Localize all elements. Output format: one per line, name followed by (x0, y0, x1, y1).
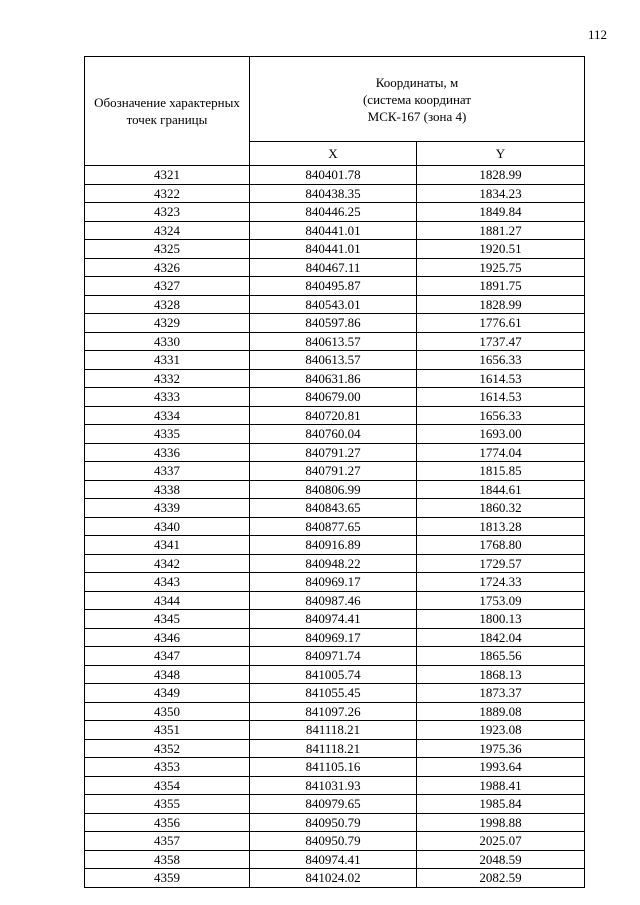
cell-point: 4332 (85, 369, 250, 388)
table-row (85, 221, 585, 240)
cell-point: 4330 (85, 332, 250, 351)
table-row (85, 647, 585, 666)
cell-x: 840791.27 (250, 462, 417, 481)
cell-point: 4347 (85, 647, 250, 666)
table-row (85, 406, 585, 425)
cell-point: 4328 (85, 295, 250, 314)
cell-y: 1614.53 (417, 388, 585, 407)
cell-x: 840969.17 (250, 628, 417, 647)
table-row (85, 499, 585, 518)
cell-y: 1813.28 (417, 517, 585, 536)
cell-x: 840613.57 (250, 332, 417, 351)
cell-point: 4356 (85, 813, 250, 832)
cell-x: 840950.79 (250, 813, 417, 832)
cell-x: 840631.86 (250, 369, 417, 388)
cell-point: 4353 (85, 758, 250, 777)
cell-y: 1774.04 (417, 443, 585, 462)
cell-y: 1873.37 (417, 684, 585, 703)
cell-y: 1868.13 (417, 665, 585, 684)
table-row (85, 369, 585, 388)
cell-y: 1753.09 (417, 591, 585, 610)
cell-x: 840916.89 (250, 536, 417, 555)
table-row (85, 443, 585, 462)
table-row (85, 388, 585, 407)
cell-y: 2048.59 (417, 850, 585, 869)
cell-point: 4346 (85, 628, 250, 647)
cell-point: 4337 (85, 462, 250, 481)
cell-x: 840543.01 (250, 295, 417, 314)
cell-y: 1834.23 (417, 184, 585, 203)
cell-point: 4341 (85, 536, 250, 555)
cell-x: 840760.04 (250, 425, 417, 444)
table-row (85, 277, 585, 296)
header-coordinates-line3: МСК-167 (зона 4) (367, 108, 467, 124)
cell-x: 841118.21 (250, 721, 417, 740)
table-row (85, 758, 585, 777)
table-row (85, 314, 585, 333)
cell-x: 840974.41 (250, 610, 417, 629)
table-row (85, 332, 585, 351)
cell-y: 1724.33 (417, 573, 585, 592)
cell-point: 4329 (85, 314, 250, 333)
table-row (85, 869, 585, 888)
cell-x: 840613.57 (250, 351, 417, 370)
cell-point: 4357 (85, 832, 250, 851)
cell-point: 4342 (85, 554, 250, 573)
cell-x: 840401.78 (250, 166, 417, 185)
cell-x: 841105.16 (250, 758, 417, 777)
table-body (85, 166, 585, 888)
cell-point: 4344 (85, 591, 250, 610)
cell-point: 4345 (85, 610, 250, 629)
cell-x: 840438.35 (250, 184, 417, 203)
cell-y: 1656.33 (417, 406, 585, 425)
table-row (85, 665, 585, 684)
cell-x: 840441.01 (250, 240, 417, 259)
cell-x: 840495.87 (250, 277, 417, 296)
table-row (85, 517, 585, 536)
cell-point: 4322 (85, 184, 250, 203)
table-row (85, 240, 585, 259)
cell-point: 4354 (85, 776, 250, 795)
cell-y: 1881.27 (417, 221, 585, 240)
cell-y: 1920.51 (417, 240, 585, 259)
cell-point: 4335 (85, 425, 250, 444)
cell-point: 4325 (85, 240, 250, 259)
cell-x: 841005.74 (250, 665, 417, 684)
cell-point: 4326 (85, 258, 250, 277)
cell-x: 840597.86 (250, 314, 417, 333)
cell-y: 1776.61 (417, 314, 585, 333)
cell-x: 841031.93 (250, 776, 417, 795)
cell-point: 4343 (85, 573, 250, 592)
cell-y: 1998.88 (417, 813, 585, 832)
table-row (85, 832, 585, 851)
cell-y: 1849.84 (417, 203, 585, 222)
table-row (85, 610, 585, 629)
cell-point: 4323 (85, 203, 250, 222)
cell-point: 4340 (85, 517, 250, 536)
cell-point: 4359 (85, 869, 250, 888)
cell-y: 1844.61 (417, 480, 585, 499)
cell-y: 1614.53 (417, 369, 585, 388)
cell-y: 1828.99 (417, 295, 585, 314)
table-row (85, 351, 585, 370)
cell-x: 840806.99 (250, 480, 417, 499)
cell-x: 841118.21 (250, 739, 417, 758)
page-number: 112 (588, 27, 608, 42)
table-row (85, 573, 585, 592)
cell-x: 840974.41 (250, 850, 417, 869)
header-coordinates-line1: Координаты, м (375, 74, 459, 90)
cell-point: 4327 (85, 277, 250, 296)
table-row (85, 203, 585, 222)
table-row (85, 425, 585, 444)
cell-x: 840971.74 (250, 647, 417, 666)
cell-y: 1815.85 (417, 462, 585, 481)
cell-x: 840441.01 (250, 221, 417, 240)
table-row (85, 628, 585, 647)
cell-y: 1985.84 (417, 795, 585, 814)
cell-x: 840843.65 (250, 499, 417, 518)
cell-y: 2082.59 (417, 869, 585, 888)
coordinates-table (84, 56, 585, 888)
cell-x: 840467.11 (250, 258, 417, 277)
cell-x: 841055.45 (250, 684, 417, 703)
header-designation: Обозначение характерных точек границы (85, 57, 250, 166)
table-row (85, 795, 585, 814)
cell-y: 1828.99 (417, 166, 585, 185)
cell-x: 840877.65 (250, 517, 417, 536)
table-row (85, 813, 585, 832)
cell-x: 841097.26 (250, 702, 417, 721)
cell-point: 4331 (85, 351, 250, 370)
cell-y: 1768.80 (417, 536, 585, 555)
cell-x: 840979.65 (250, 795, 417, 814)
cell-x: 840720.81 (250, 406, 417, 425)
table-row (85, 702, 585, 721)
table-row (85, 536, 585, 555)
cell-point: 4334 (85, 406, 250, 425)
cell-x: 840969.17 (250, 573, 417, 592)
cell-x: 840679.00 (250, 388, 417, 407)
table-row (85, 721, 585, 740)
cell-point: 4351 (85, 721, 250, 740)
cell-y: 1656.33 (417, 351, 585, 370)
cell-x: 841024.02 (250, 869, 417, 888)
cell-point: 4350 (85, 702, 250, 721)
table-row (85, 166, 585, 185)
cell-point: 4338 (85, 480, 250, 499)
cell-point: 4355 (85, 795, 250, 814)
table-row (85, 554, 585, 573)
cell-point: 4339 (85, 499, 250, 518)
cell-y: 1693.00 (417, 425, 585, 444)
table-row (85, 462, 585, 481)
cell-y: 1993.64 (417, 758, 585, 777)
cell-y: 1737.47 (417, 332, 585, 351)
cell-point: 4321 (85, 166, 250, 185)
header-x: X (250, 142, 417, 166)
cell-x: 840948.22 (250, 554, 417, 573)
header-coordinates-line2: (система координат (362, 91, 472, 107)
cell-x: 840446.25 (250, 203, 417, 222)
header-y: Y (417, 142, 585, 166)
cell-y: 1800.13 (417, 610, 585, 629)
table-row (85, 739, 585, 758)
cell-point: 4358 (85, 850, 250, 869)
table-row (85, 684, 585, 703)
cell-x: 840791.27 (250, 443, 417, 462)
cell-point: 4349 (85, 684, 250, 703)
table-row (85, 258, 585, 277)
cell-y: 1925.75 (417, 258, 585, 277)
cell-x: 840950.79 (250, 832, 417, 851)
cell-y: 1865.56 (417, 647, 585, 666)
table-row (85, 850, 585, 869)
cell-y: 1988.41 (417, 776, 585, 795)
cell-point: 4348 (85, 665, 250, 684)
cell-y: 1975.36 (417, 739, 585, 758)
cell-y: 2025.07 (417, 832, 585, 851)
cell-point: 4336 (85, 443, 250, 462)
cell-y: 1842.04 (417, 628, 585, 647)
table-row (85, 591, 585, 610)
cell-point: 4352 (85, 739, 250, 758)
table-row (85, 295, 585, 314)
cell-y: 1891.75 (417, 277, 585, 296)
table-row (85, 776, 585, 795)
cell-y: 1923.08 (417, 721, 585, 740)
cell-point: 4324 (85, 221, 250, 240)
cell-point: 4333 (85, 388, 250, 407)
cell-x: 840987.46 (250, 591, 417, 610)
cell-y: 1860.32 (417, 499, 585, 518)
table-row (85, 480, 585, 499)
cell-y: 1889.08 (417, 702, 585, 721)
table-row (85, 184, 585, 203)
header-coordinates (250, 57, 585, 142)
cell-y: 1729.57 (417, 554, 585, 573)
